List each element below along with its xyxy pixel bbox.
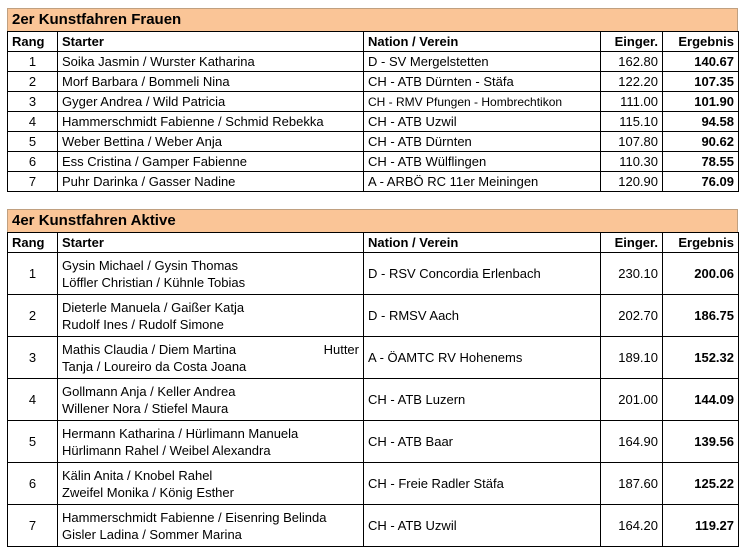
cell-rang: 7 [8, 505, 58, 547]
section-title: 2er Kunstfahren Frauen [7, 8, 738, 31]
table-row [8, 152, 739, 172]
header-starter: Starter [58, 32, 364, 52]
cell-starter: Ess Cristina / Gamper Fabienne [58, 152, 364, 172]
table-row [8, 52, 739, 72]
header-rang: Rang [8, 233, 58, 253]
cell-ergebnis: 107.35 [663, 72, 739, 92]
cell-ergebnis: 140.67 [663, 52, 739, 72]
table-row [8, 92, 739, 112]
cell-nation: CH - ATB Wülflingen [364, 152, 601, 172]
cell-nation: CH - ATB Baar [364, 421, 601, 463]
header-ergebnis: Ergebnis [663, 233, 739, 253]
starter-line-1: Hermann Katharina / Hürlimann Manuela [62, 425, 299, 441]
table-row [8, 337, 739, 379]
table-header-row [8, 233, 739, 253]
cell-starter: Morf Barbara / Bommeli Nina [58, 72, 364, 92]
cell-starter [58, 505, 364, 547]
cell-einger: 230.10 [601, 253, 663, 295]
cell-einger: 120.90 [601, 172, 663, 192]
cell-rang: 2 [8, 295, 58, 337]
cell-rang: 4 [8, 112, 58, 132]
table-row [8, 132, 739, 152]
cell-nation: CH - ATB Uzwil [364, 112, 601, 132]
starter-line-2: Hürlimann Rahel / Weibel Alexandra [62, 442, 271, 458]
cell-einger: 164.90 [601, 421, 663, 463]
header-rang: Rang [8, 32, 58, 52]
cell-nation: D - RSV Concordia Erlenbach [364, 253, 601, 295]
table-row [8, 253, 739, 295]
cell-starter: Hammerschmidt Fabienne / Schmid Rebekka [58, 112, 364, 132]
cell-rang: 1 [8, 52, 58, 72]
cell-rang: 4 [8, 379, 58, 421]
cell-ergebnis: 139.56 [663, 421, 739, 463]
cell-starter: Weber Bettina / Weber Anja [58, 132, 364, 152]
results-table [7, 31, 739, 192]
cell-einger: 107.80 [601, 132, 663, 152]
table-row [8, 72, 739, 92]
cell-nation: CH - ATB Luzern [364, 379, 601, 421]
starter-line-1 [62, 341, 359, 358]
starter-line-1: Kälin Anita / Knobel Rahel [62, 467, 213, 483]
cell-rang: 2 [8, 72, 58, 92]
cell-ergebnis: 152.32 [663, 337, 739, 379]
starter-line-2: Zweifel Monika / König Esther [62, 484, 234, 500]
table-row [8, 463, 739, 505]
header-nation: Nation / Verein [364, 32, 601, 52]
table-header-row [8, 32, 739, 52]
cell-ergebnis: 125.22 [663, 463, 739, 505]
cell-starter [58, 463, 364, 505]
cell-rang: 3 [8, 337, 58, 379]
cell-nation: D - RMSV Aach [364, 295, 601, 337]
cell-starter: Gyger Andrea / Wild Patricia [58, 92, 364, 112]
section-2er-kunstfahren-frauen [7, 8, 738, 192]
cell-ergebnis: 200.06 [663, 253, 739, 295]
cell-rang: 6 [8, 463, 58, 505]
table-row [8, 172, 739, 192]
starter-line-1: Dieterle Manuela / Gaißer Katja [62, 299, 245, 315]
cell-einger: 201.00 [601, 379, 663, 421]
cell-nation: CH - Freie Radler Stäfa [364, 463, 601, 505]
cell-ergebnis: 76.09 [663, 172, 739, 192]
cell-starter [58, 379, 364, 421]
results-table [7, 232, 739, 547]
header-starter: Starter [58, 233, 364, 253]
cell-einger: 202.70 [601, 295, 663, 337]
cell-rang: 3 [8, 92, 58, 112]
starter-line-1: Hammerschmidt Fabienne / Eisenring Belinda [62, 509, 327, 525]
starter-line-2: Löffler Christian / Kühnle Tobias [62, 274, 246, 290]
table-row [8, 295, 739, 337]
table-row [8, 112, 739, 132]
cell-ergebnis: 78.55 [663, 152, 739, 172]
cell-einger: 164.20 [601, 505, 663, 547]
cell-ergebnis: 119.27 [663, 505, 739, 547]
starter-line-2: Willener Nora / Stiefel Maura [62, 400, 229, 416]
starter-line-1: Gysin Michael / Gysin Thomas [62, 257, 239, 273]
table-row [8, 505, 739, 547]
cell-einger: 110.30 [601, 152, 663, 172]
starter-line-2: Tanja / Loureiro da Costa Joana [62, 358, 247, 374]
starter-line-1-names: Mathis Claudia / Diem Martina [62, 341, 237, 357]
cell-rang: 5 [8, 132, 58, 152]
cell-starter [58, 295, 364, 337]
cell-einger: 111.00 [601, 92, 663, 112]
cell-einger: 162.80 [601, 52, 663, 72]
cell-ergebnis: 101.90 [663, 92, 739, 112]
cell-rang: 7 [8, 172, 58, 192]
header-ergebnis: Ergebnis [663, 32, 739, 52]
cell-nation: CH - ATB Uzwil [364, 505, 601, 547]
cell-rang: 5 [8, 421, 58, 463]
cell-rang: 6 [8, 152, 58, 172]
cell-einger: 115.10 [601, 112, 663, 132]
cell-ergebnis: 90.62 [663, 132, 739, 152]
cell-nation: CH - RMV Pfungen - Hombrechtikon [364, 92, 601, 112]
starter-line-2: Gisler Ladina / Sommer Marina [62, 526, 242, 542]
cell-starter [58, 253, 364, 295]
cell-rang: 1 [8, 253, 58, 295]
section-title: 4er Kunstfahren Aktive [7, 209, 738, 232]
cell-nation: A - ARBÖ RC 11er Meiningen [364, 172, 601, 192]
table-row [8, 379, 739, 421]
cell-ergebnis: 94.58 [663, 112, 739, 132]
header-nation: Nation / Verein [364, 233, 601, 253]
cell-starter: Soika Jasmin / Wurster Katharina [58, 52, 364, 72]
cell-einger: 189.10 [601, 337, 663, 379]
cell-nation: CH - ATB Dürnten [364, 132, 601, 152]
header-einger: Einger. [601, 233, 663, 253]
cell-einger: 187.60 [601, 463, 663, 505]
cell-starter [58, 337, 364, 379]
cell-ergebnis: 186.75 [663, 295, 739, 337]
table-row [8, 421, 739, 463]
cell-ergebnis: 144.09 [663, 379, 739, 421]
cell-nation: CH - ATB Dürnten - Stäfa [364, 72, 601, 92]
cell-einger: 122.20 [601, 72, 663, 92]
cell-starter [58, 421, 364, 463]
header-einger: Einger. [601, 32, 663, 52]
cell-nation: A - ÖAMTC RV Hohenems [364, 337, 601, 379]
section-4er-kunstfahren-aktive [7, 209, 738, 547]
starter-line-1-overflow: Hutter [323, 341, 359, 357]
starter-line-1: Gollmann Anja / Keller Andrea [62, 383, 236, 399]
cell-starter: Puhr Darinka / Gasser Nadine [58, 172, 364, 192]
starter-line-2: Rudolf Ines / Rudolf Simone [62, 316, 224, 332]
cell-nation: D - SV Mergelstetten [364, 52, 601, 72]
